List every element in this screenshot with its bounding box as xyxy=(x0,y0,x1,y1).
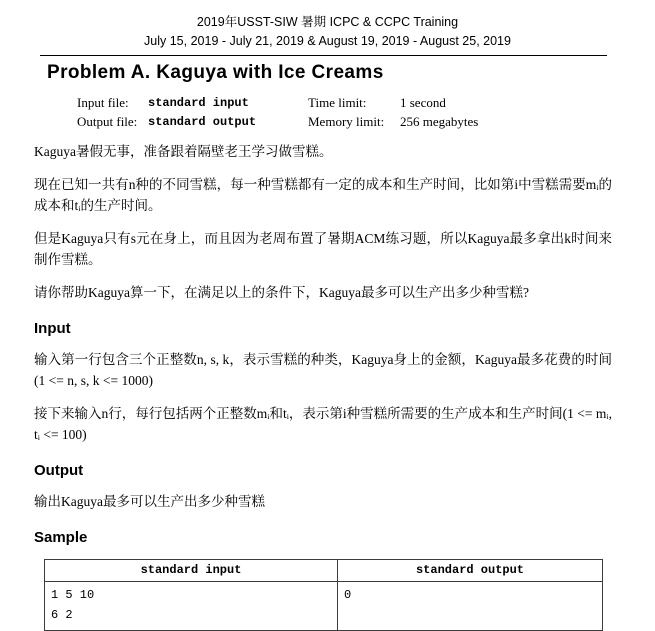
problem-meta-block xyxy=(77,96,655,129)
sample-table-data-row xyxy=(45,582,603,631)
output-file-label: Output file: xyxy=(77,114,138,129)
statement-paragraph-2: 现在已知一共有n种的不同雪糕，每一种雪糕都有一定的成本和生产时间，比如第i中雪糕需要mᵢ的成本和tᵢ的生产时间。 xyxy=(34,177,612,213)
sample-section-heading: Sample xyxy=(34,529,88,546)
contest-title: 2019年USST-SIW 暑期 ICPC & CCPC Training xyxy=(196,15,459,29)
output-paragraph-1: 输出Kaguya最多可以生产出多少种雪糕 xyxy=(34,494,265,509)
output-section-heading: Output xyxy=(34,462,84,479)
input-paragraph-2: 接下来输入n行，每行包括两个正整数mᵢ和tᵢ，表示第i种雪糕所需要的生产成本和生产时间(1 <= mᵢ, tᵢ <= 100) xyxy=(34,406,612,442)
sample-table-header-row xyxy=(45,560,603,582)
contest-dates: July 15, 2019 - July 21, 2019 & August 19, 2019 - August 25, 2019 xyxy=(144,34,511,48)
contest-header xyxy=(0,13,655,51)
output-file-value: standard output xyxy=(148,115,257,129)
memory-limit-value: 256 megabytes xyxy=(400,114,479,129)
input-paragraph-1: 输入第一行包含三个正整数n, s, k，表示雪糕的种类，Kaguya身上的金额，Kaguya最多花费的时间(1 <= n, s, k <= 1000) xyxy=(34,352,612,388)
time-limit-value: 1 second xyxy=(400,95,446,110)
sample-output-header: standard output xyxy=(338,560,603,582)
header-divider xyxy=(40,55,607,56)
time-limit-label: Time limit: xyxy=(308,95,367,110)
sample-output-cell: 0 xyxy=(338,582,603,631)
input-file-value: standard input xyxy=(148,96,249,110)
statement-paragraph-1: Kaguya暑假无事，准备跟着隔壁老王学习做雪糕。 xyxy=(34,144,333,159)
input-file-label: Input file: xyxy=(77,95,129,110)
sample-input-header: standard input xyxy=(45,560,338,582)
input-section-heading: Input xyxy=(34,320,71,337)
memory-limit-label: Memory limit: xyxy=(308,114,385,129)
sample-input-cell: 1 5 10 6 2 xyxy=(45,582,338,631)
statement-paragraph-3: 但是Kaguya只有s元在身上，而且因为老周布置了暑期ACM练习题，所以Kaguya最多拿出k时间来制作雪糕。 xyxy=(34,231,612,267)
problem-title: Problem A. Kaguya with Ice Creams xyxy=(47,62,384,83)
statement-paragraph-4: 请你帮助Kaguya算一下，在满足以上的条件下，Kaguya最多可以生产出多少种雪糕? xyxy=(34,285,529,300)
sample-tests-table xyxy=(44,559,603,631)
